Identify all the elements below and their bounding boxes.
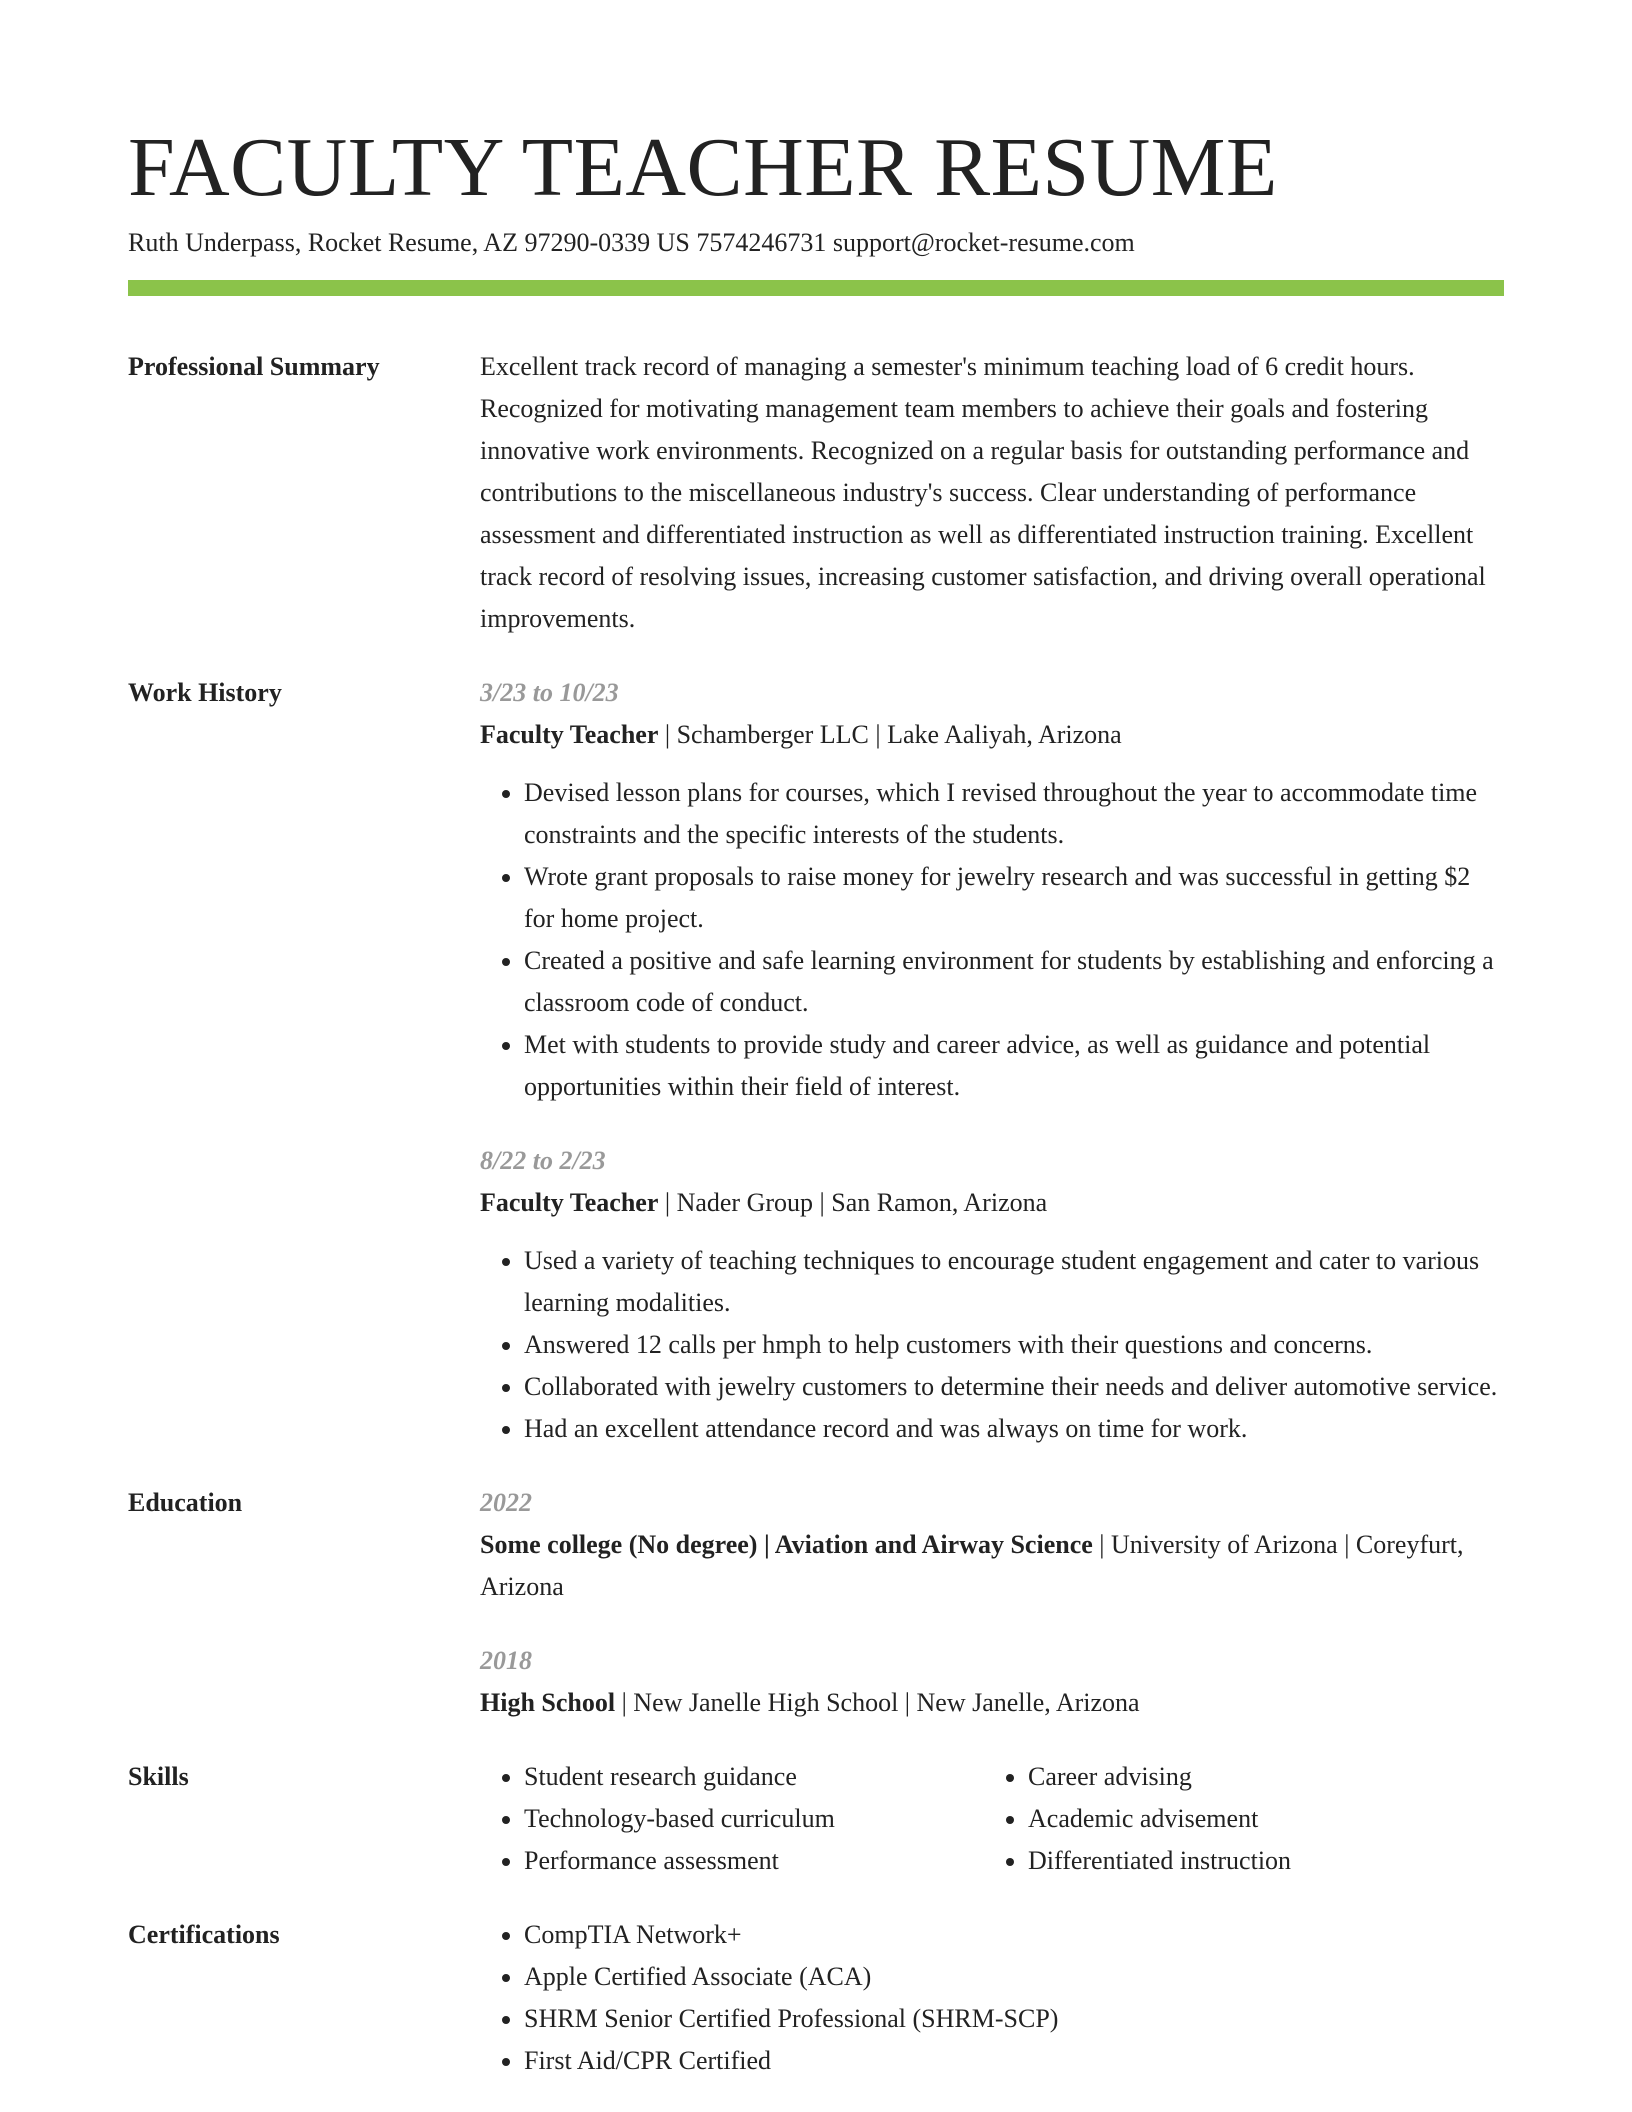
job-heading xyxy=(480,714,1504,756)
job-bullet: • Collaborated with jewelry customers to determine their needs and deliver automotive service. xyxy=(524,1366,1504,1408)
education-entry xyxy=(480,1482,1504,1608)
section-label-work: Work History xyxy=(128,678,282,707)
job-details: | Schamberger LLC | Lake Aaliyah, Arizona xyxy=(658,720,1122,749)
job-bullet: • Created a positive and safe learning environment for students by establishing and enforcing a classroom code of conduct. xyxy=(524,940,1504,1024)
resume-page xyxy=(128,118,1504,2082)
job-bullets xyxy=(480,772,1504,1108)
certifications-section xyxy=(128,1914,1504,2082)
education-entry xyxy=(480,1640,1504,1724)
certification-item: • SHRM Senior Certified Professional (SHRM-SCP) xyxy=(524,1998,1504,2040)
skill-item: • Performance assessment xyxy=(524,1840,984,1882)
professional-summary-section xyxy=(128,346,1504,640)
education-year: 2022 xyxy=(480,1488,532,1517)
education-section xyxy=(128,1482,1504,1724)
education-year: 2018 xyxy=(480,1646,532,1675)
summary-text: Excellent track record of managing a semester's minimum teaching load of 6 credit hours. Recognized for motivating management team members to achieve their goals and fostering innovative work environments. Recognized on a regular basis for outstanding performance and contributions to the miscellaneous industry's success. Clear understanding of performance assessment and differentiated instruction as well as differentiated instruction training. Excellent track record of resolving issues, increasing customer satisfaction, and driving overall operational improvements. xyxy=(480,352,1486,633)
job-heading xyxy=(480,1182,1504,1224)
section-label-certifications: Certifications xyxy=(128,1920,280,1949)
job-dates: 8/22 to 2/23 xyxy=(480,1146,606,1175)
contact-line: Ruth Underpass, Rocket Resume, AZ 97290-0339 US 7574246731 support@rocket-resume.com xyxy=(128,228,1135,257)
job-entry xyxy=(480,672,1504,1108)
job-title: Faculty Teacher xyxy=(480,1188,659,1217)
job-bullet: • Answered 12 calls per hmph to help customers with their questions and concerns. xyxy=(524,1324,1504,1366)
skills-grid xyxy=(480,1756,1504,1882)
education-heading xyxy=(480,1682,1504,1724)
education-degree: High School xyxy=(480,1688,616,1717)
education-details: | New Janelle High School | New Janelle, Arizona xyxy=(615,1688,1140,1717)
skills-list-right xyxy=(984,1756,1488,1882)
section-label-education: Education xyxy=(128,1488,243,1517)
accent-divider xyxy=(128,280,1504,296)
job-entry xyxy=(480,1140,1504,1450)
skill-item: • Career advising xyxy=(1028,1756,1488,1798)
skills-section xyxy=(128,1756,1504,1882)
education-degree: Some college (No degree) | Aviation and Airway Science xyxy=(480,1530,1093,1559)
education-details: | University of Arizona | Coreyfurt, Arizona xyxy=(480,1530,1464,1601)
certifications-list xyxy=(480,1914,1504,2082)
skill-item: • Academic advisement xyxy=(1028,1798,1488,1840)
certification-item: • CompTIA Network+ xyxy=(524,1914,1504,1956)
job-details: | Nader Group | San Ramon, Arizona xyxy=(658,1188,1048,1217)
work-history-section xyxy=(128,672,1504,1450)
section-label-skills: Skills xyxy=(128,1762,189,1791)
resume-title: FACULTY TEACHER RESUME xyxy=(128,121,1278,214)
job-bullet: • Devised lesson plans for courses, which I revised throughout the year to accommodate time constraints and the specific interests of the students. xyxy=(524,772,1504,856)
skill-item: • Differentiated instruction xyxy=(1028,1840,1488,1882)
job-title: Faculty Teacher xyxy=(480,720,659,749)
job-bullets xyxy=(480,1240,1504,1450)
skill-item: • Student research guidance xyxy=(524,1756,984,1798)
job-bullet: • Had an excellent attendance record and was always on time for work. xyxy=(524,1408,1504,1450)
skills-list-left xyxy=(480,1756,984,1882)
certification-item: • First Aid/CPR Certified xyxy=(524,2040,1504,2082)
job-bullet: • Wrote grant proposals to raise money for jewelry research and was successful in getting $2 for home project. xyxy=(524,856,1504,940)
job-dates: 3/23 to 10/23 xyxy=(480,678,619,707)
skill-item: • Technology-based curriculum xyxy=(524,1798,984,1840)
job-bullet: • Used a variety of teaching techniques to encourage student engagement and cater to various learning modalities. xyxy=(524,1240,1504,1324)
certification-item: • Apple Certified Associate (ACA) xyxy=(524,1956,1504,1998)
education-heading xyxy=(480,1524,1504,1608)
section-label-summary: Professional Summary xyxy=(128,352,380,381)
job-bullet: • Met with students to provide study and career advice, as well as guidance and potential opportunities within their field of interest. xyxy=(524,1024,1504,1108)
